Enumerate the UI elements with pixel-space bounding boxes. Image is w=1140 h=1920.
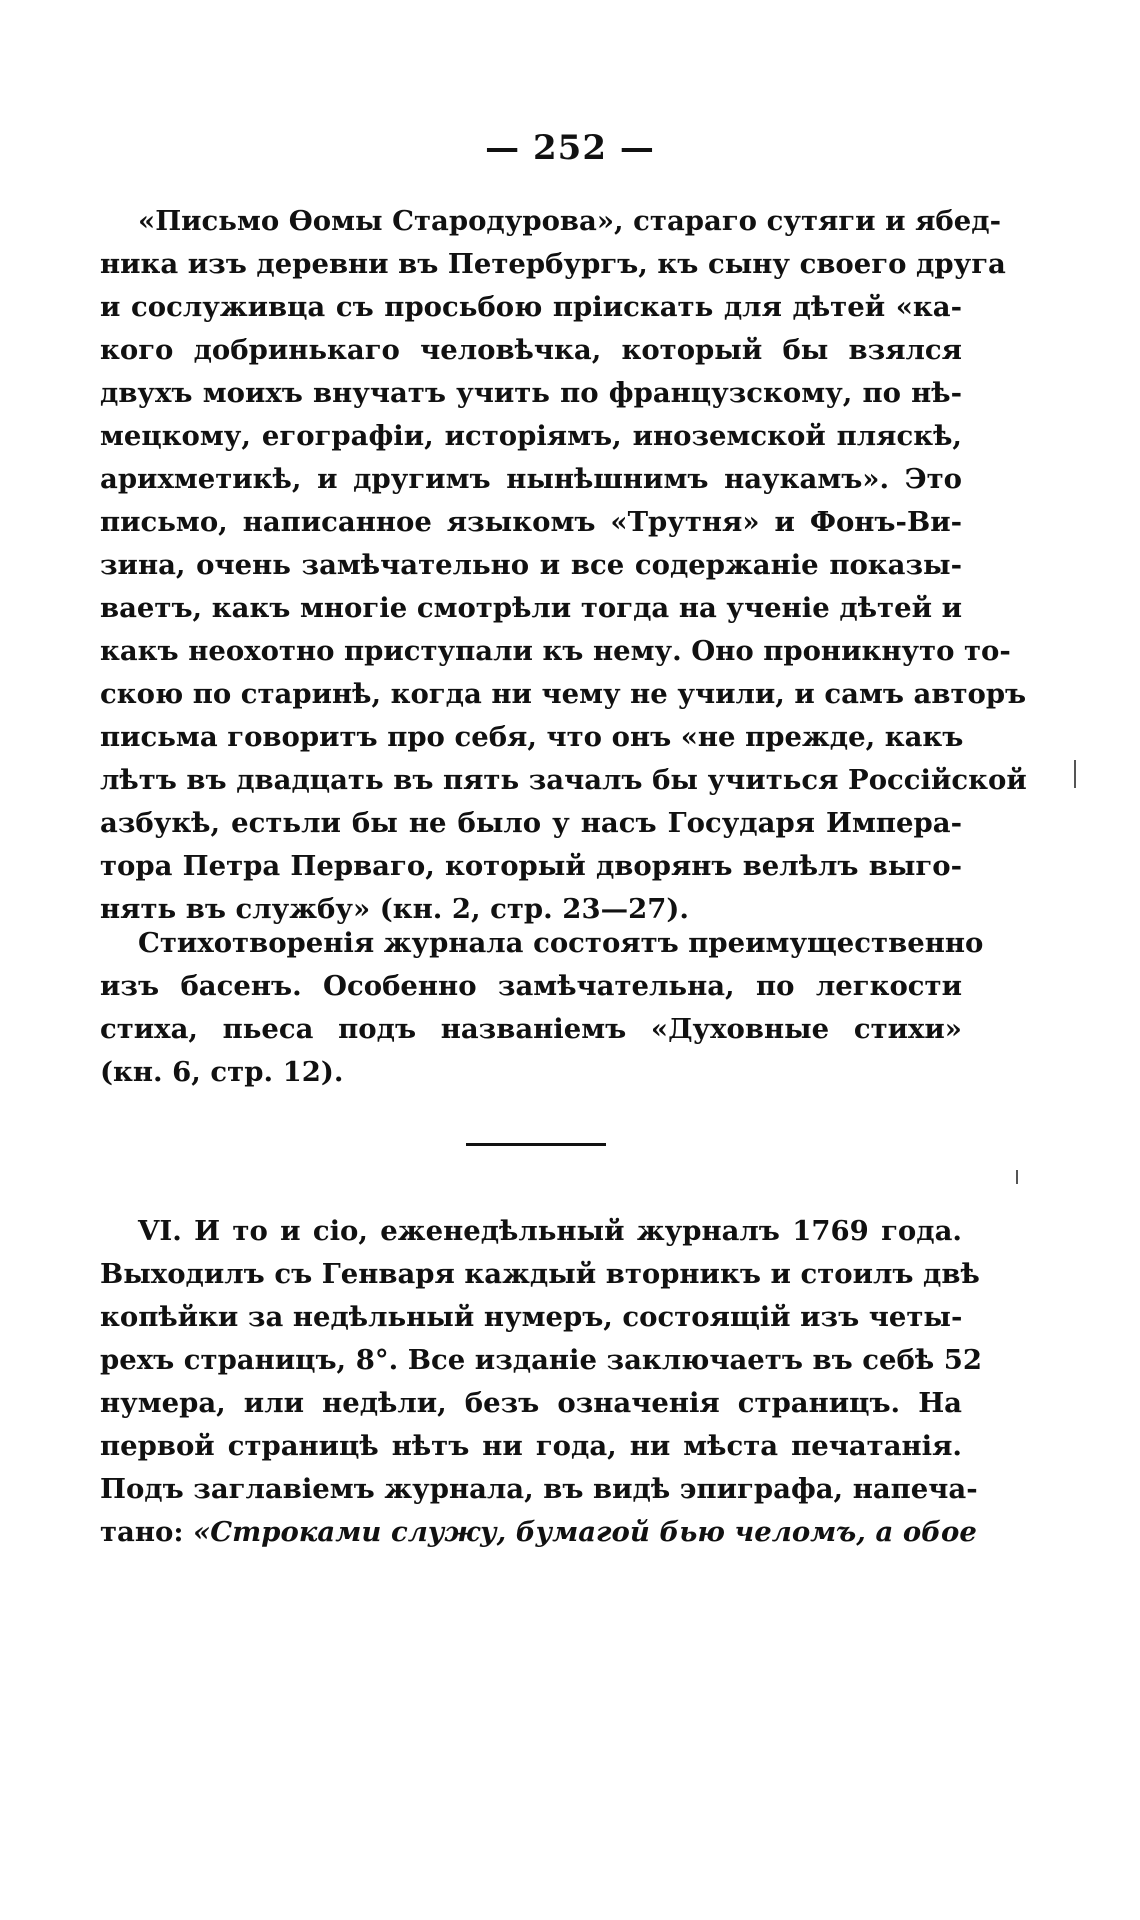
text-line: нять въ службу» (кн. 2, стр. 23—27). bbox=[100, 893, 689, 925]
epigraph-italic: «Строками служу, бумагой бью челомъ, а обое bbox=[193, 1516, 977, 1548]
text-line: письма говоритъ про себя, что онъ «не прежде, какъ bbox=[100, 721, 964, 753]
scan-mark bbox=[1074, 760, 1076, 788]
text-line: Стихотворенія журнала состоятъ преимущественно bbox=[138, 927, 984, 959]
paragraph-letter-description bbox=[100, 200, 1027, 931]
text-line: азбукѣ, естьли бы не было у насъ Государя Импера- bbox=[100, 807, 962, 839]
paragraph-journal-vi bbox=[100, 1210, 983, 1554]
text-line: стиха, пьеса подъ названіемъ «Духовные стихи» bbox=[100, 1013, 962, 1045]
paragraph-poems bbox=[100, 922, 984, 1094]
page-number: — 252 — bbox=[485, 128, 655, 168]
section-divider bbox=[466, 1143, 606, 1146]
text-line: тора Петра Перваго, который дворянъ велѣлъ выго- bbox=[100, 850, 962, 882]
text-line: копѣйки за недѣльный нумеръ, состоящій изъ четы- bbox=[100, 1301, 963, 1333]
text-line: «Письмо Өомы Стародурова», стараго сутяги и ябед- bbox=[138, 205, 1001, 237]
text-line: рехъ страницъ, 8°. Все изданіе заключаетъ въ себѣ 52 bbox=[100, 1344, 983, 1376]
text-line: кого добринькаго человѣчка, который бы взялся bbox=[100, 334, 962, 366]
text-line: скою по старинѣ, когда ни чему не учили, и самъ авторъ bbox=[100, 678, 1027, 710]
text-line: ника изъ деревни въ Петербургъ, къ сыну своего друга bbox=[100, 248, 1006, 280]
text-line: Выходилъ съ Генваря каждый вторникъ и стоилъ двѣ bbox=[100, 1258, 980, 1290]
text-line-epigraph bbox=[100, 1511, 977, 1554]
scan-mark bbox=[1016, 1170, 1018, 1184]
text-plain: тано: bbox=[100, 1516, 194, 1548]
text-line: первой страницѣ нѣтъ ни года, ни мѣста печатанія. bbox=[100, 1430, 962, 1462]
text-line: мецкому, егографіи, исторіямъ, иноземской пляскѣ, bbox=[100, 420, 962, 452]
text-line: письмо, написанное языкомъ «Трутня» и Фонъ-Ви- bbox=[100, 506, 962, 538]
text-line: изъ басенъ. Особенно замѣчательна, по легкости bbox=[100, 970, 962, 1002]
text-line: нумера, или недѣли, безъ означенія страницъ. На bbox=[100, 1387, 962, 1419]
text-line: арихметикѣ, и другимъ нынѣшнимъ наукамъ». Это bbox=[100, 463, 962, 495]
text-line: (кн. 6, стр. 12). bbox=[100, 1056, 344, 1088]
text-line: лѣтъ въ двадцать въ пять зачалъ бы учиться Россійской bbox=[100, 764, 1027, 796]
text-line: Подъ заглавіемъ журнала, въ видѣ эпиграфа, напеча- bbox=[100, 1473, 978, 1505]
text-line: VI. И то и сіо, еженедѣльный журналъ 1769 года. bbox=[138, 1215, 962, 1247]
text-line: зина, очень замѣчательно и все содержаніе показы- bbox=[100, 549, 962, 581]
text-line: ваетъ, какъ многіе смотрѣли тогда на ученіе дѣтей и bbox=[100, 592, 962, 624]
text-line: и сослуживца съ просьбою пріискать для дѣтей «ка- bbox=[100, 291, 962, 323]
text-line: какъ неохотно приступали къ нему. Оно проникнуто то- bbox=[100, 635, 1011, 667]
text-line: двухъ моихъ внучатъ учить по французскому, по нѣ- bbox=[100, 377, 962, 409]
